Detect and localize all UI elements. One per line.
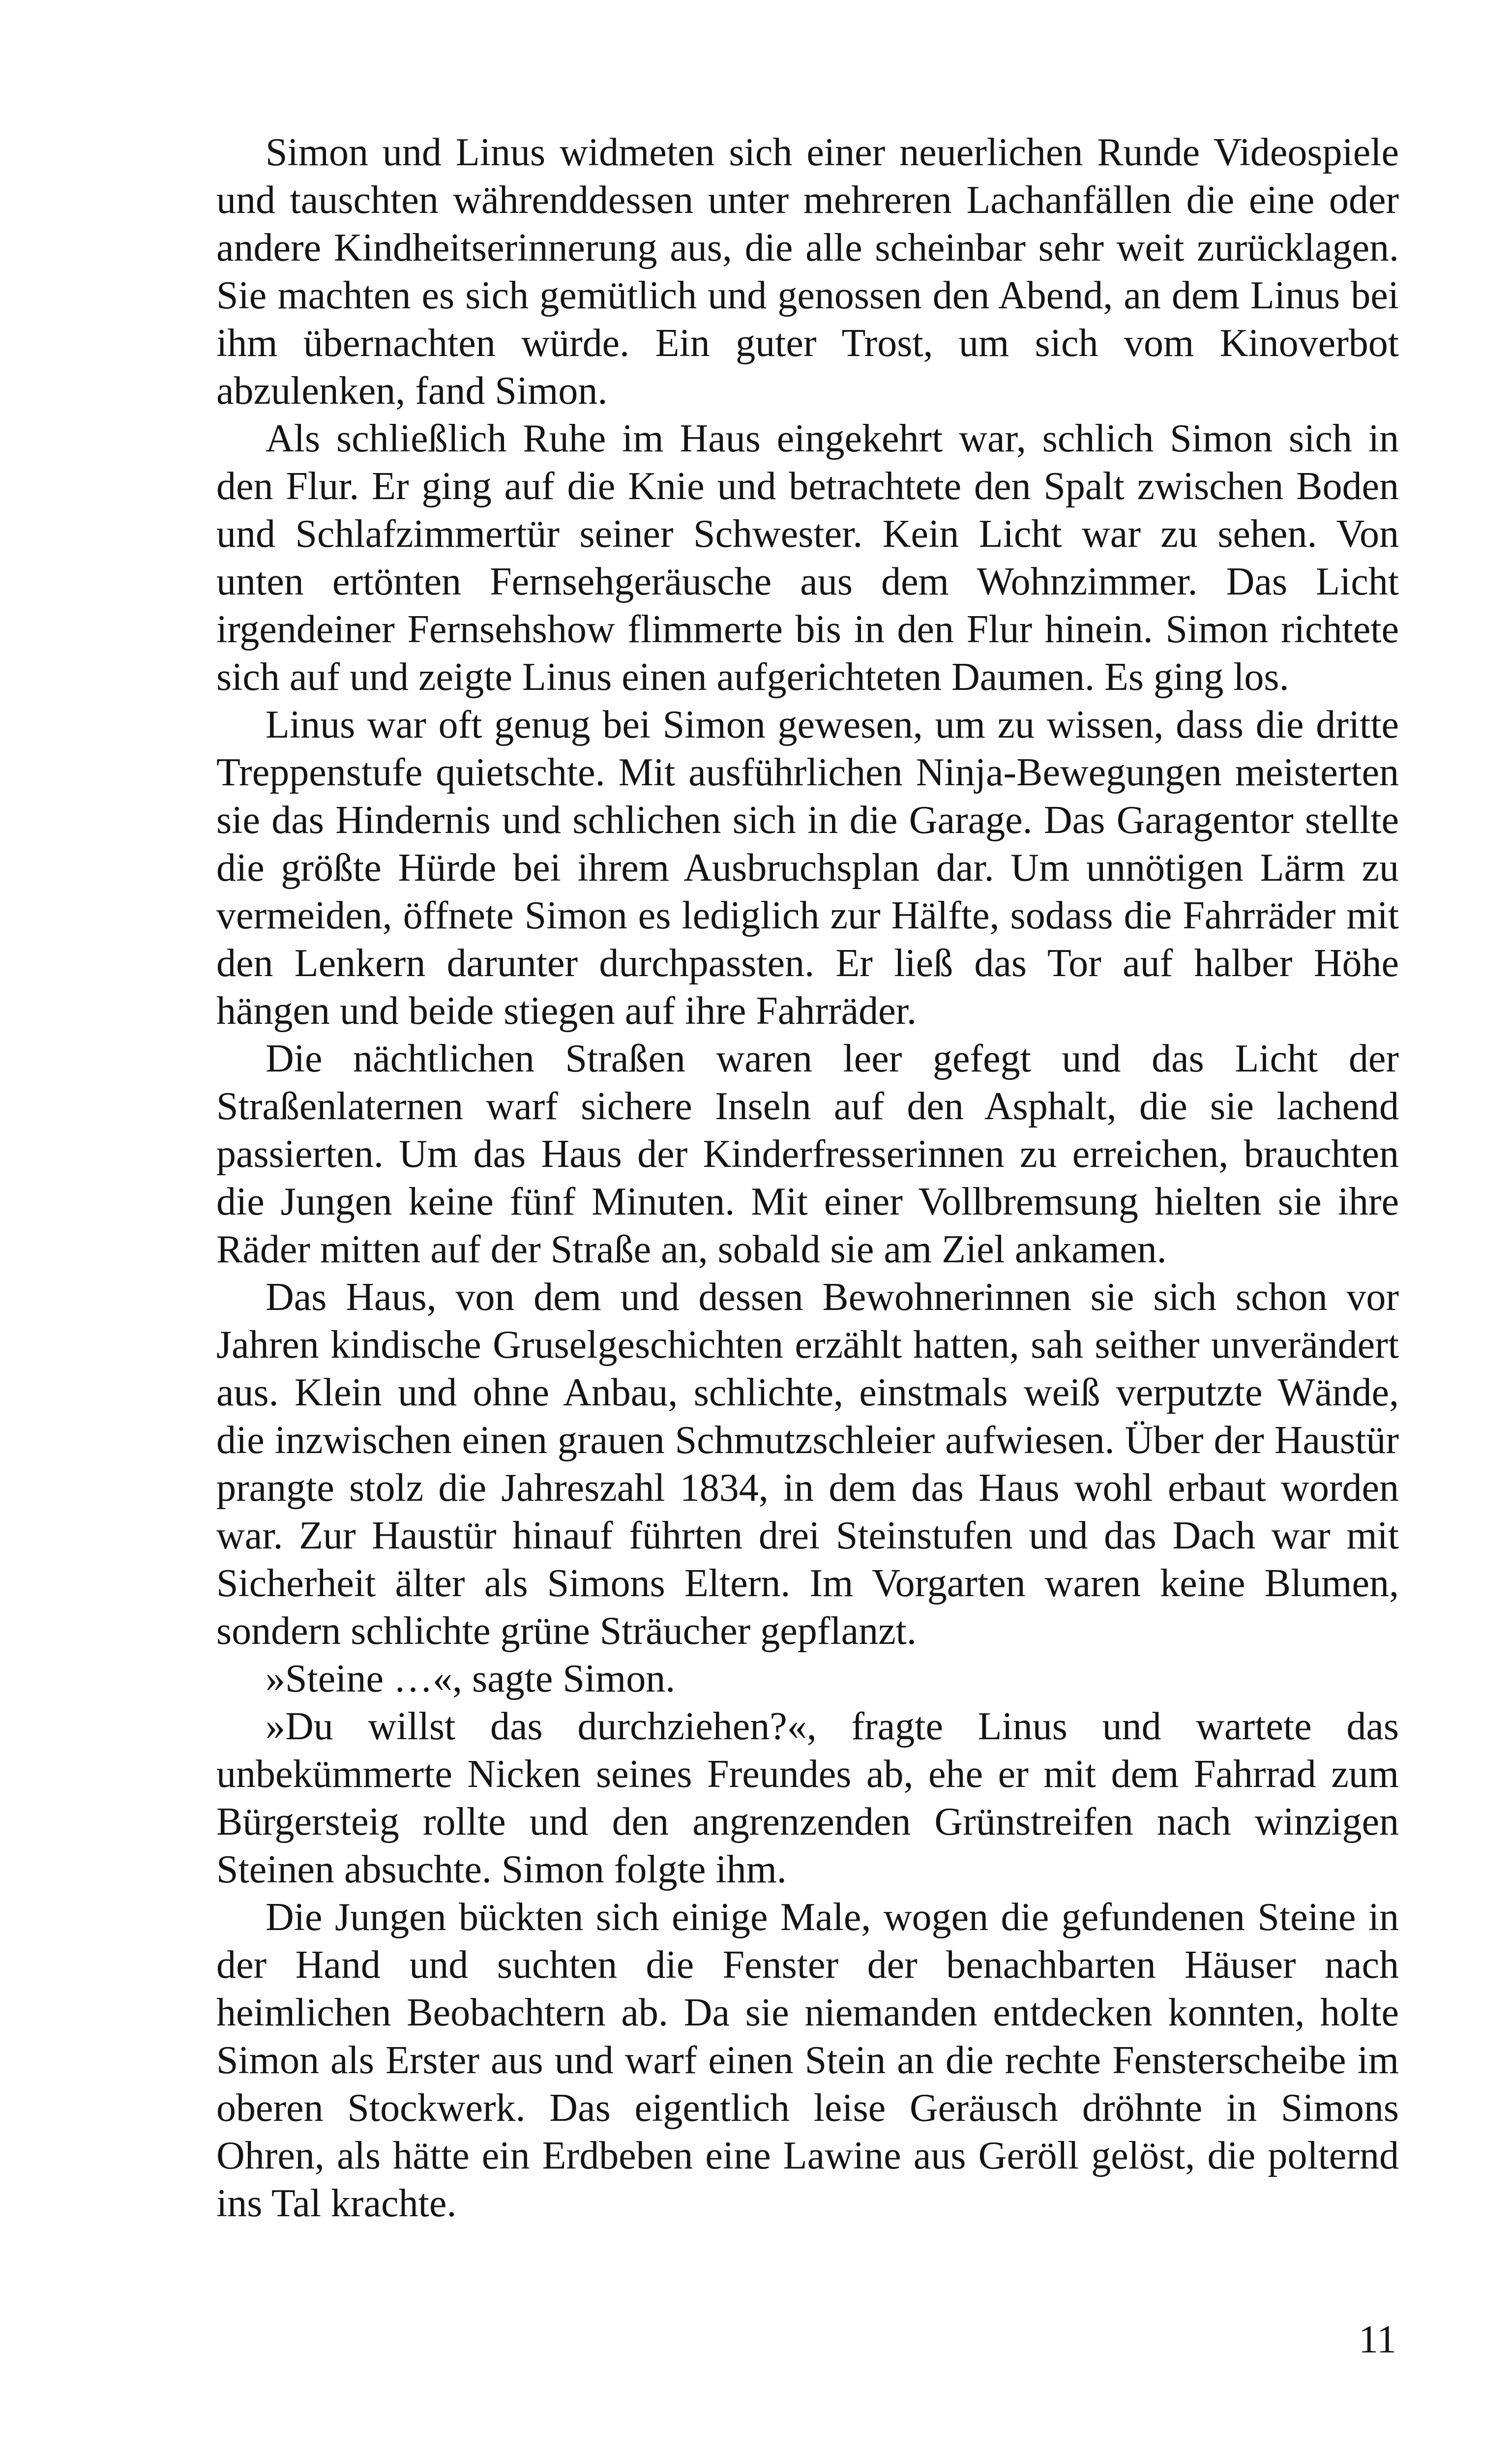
page-number: 11 xyxy=(1358,2318,1396,2361)
paragraph: Linus war oft genug bei Simon gewesen, um zu wissen, dass die dritte Treppenstufe quietschte. Mit ausführlichen Ninja-Bewegungen meisterten sie das Hindernis und schlichen sich in die Garage. Das Garagentor stellte die größte Hürde bei ihrem Ausbruchsplan dar. Um unnötigen Lärm zu vermeiden, öffnete Simon es lediglich zur Hälfte, sodass die Fahrräder mit den Lenkern darunter durchpassten. Er ließ das Tor auf halber Höhe hängen und beide stiegen auf ihre Fahrräder. xyxy=(216,703,1399,1033)
paragraph: Die Jungen bückten sich einige Male, wogen die gefundenen Steine in der Hand und suchten die Fenster der benachbarten Häuser nach heimlichen Beobachtern ab. Da sie niemanden entdecken konnten, holte Simon als Erster aus und warf einen Stein an die rechte Fensterscheibe im oberen Stockwerk. Das eigentlich leise Geräusch dröhnte in Simons Ohren, als hätte ein Erdbeben eine Lawine aus Geröll gelöst, die polternd ins Tal krachte. xyxy=(216,1896,1399,2225)
paragraph: Das Haus, von dem und dessen Bewohnerinnen sie sich schon vor Jahren kindische Gruselgeschichten erzählt hatten, sah seither unverändert aus. Klein und ohne Anbau, schlichte, einstmals weiß verputzte Wände, die inzwischen einen grauen Schmutzschleier aufwiesen. Über der Haustür prangte stolz die Jahreszahl 1834, in dem das Haus wohl erbaut worden war. Zur Haustür hinauf führten drei Steinstufen und das Dach war mit Sicherheit älter als Simons Eltern. Im Vorgarten waren keine Blumen, sondern schlichte grüne Sträucher gepflanzt. xyxy=(216,1276,1399,1653)
paragraph: »Steine …«, sagte Simon. xyxy=(266,1657,676,1700)
body-text xyxy=(216,129,1399,2228)
paragraph: Die nächtlichen Straßen waren leer gefegt und das Licht der Straßenlaternen warf sichere Inseln auf den Asphalt, die sie lachend passierten. Um das Haus der Kinderfresserinnen zu erreichen, brauchten die Jungen keine fünf Minuten. Mit einer Vollbremsung hielten sie ihre Räder mitten auf der Straße an, sobald sie am Ziel ankamen. xyxy=(216,1037,1399,1271)
paragraph: »Du willst das durchziehen?«, fragte Linus und wartete das unbekümmerte Nicken seines Freundes ab, ehe er mit dem Fahrrad zum Bürgersteig rollte und den angrenzenden Grünstreifen nach winzigen Steinen absuchte. Simon folgte ihm. xyxy=(216,1705,1399,1891)
paragraph: Simon und Linus widmeten sich einer neuerlichen Runde Videospiele und tauschten währenddessen unter mehreren Lachanfällen die eine oder andere Kindheitserinnerung aus, die alle scheinbar sehr weit zurücklagen. Sie machten es sich gemütlich und genossen den Abend, an dem Linus bei ihm übernachten würde. Ein guter Trost, um sich vom Kinoverbot abzulenken, fand Simon. xyxy=(216,131,1399,413)
paragraph: Als schließlich Ruhe im Haus eingekehrt war, schlich Simon sich in den Flur. Er ging auf die Knie und betrachtete den Spalt zwischen Boden und Schlafzimmertür seiner Schwester. Kein Licht war zu sehen. Von unten ertönten Fernsehgeräusche aus dem Wohnzimmer. Das Licht irgendeiner Fernsehshow flimmerte bis in den Flur hinein. Simon richtete sich auf und zeigte Linus einen aufgerichteten Daumen. Es ging los. xyxy=(216,417,1399,699)
